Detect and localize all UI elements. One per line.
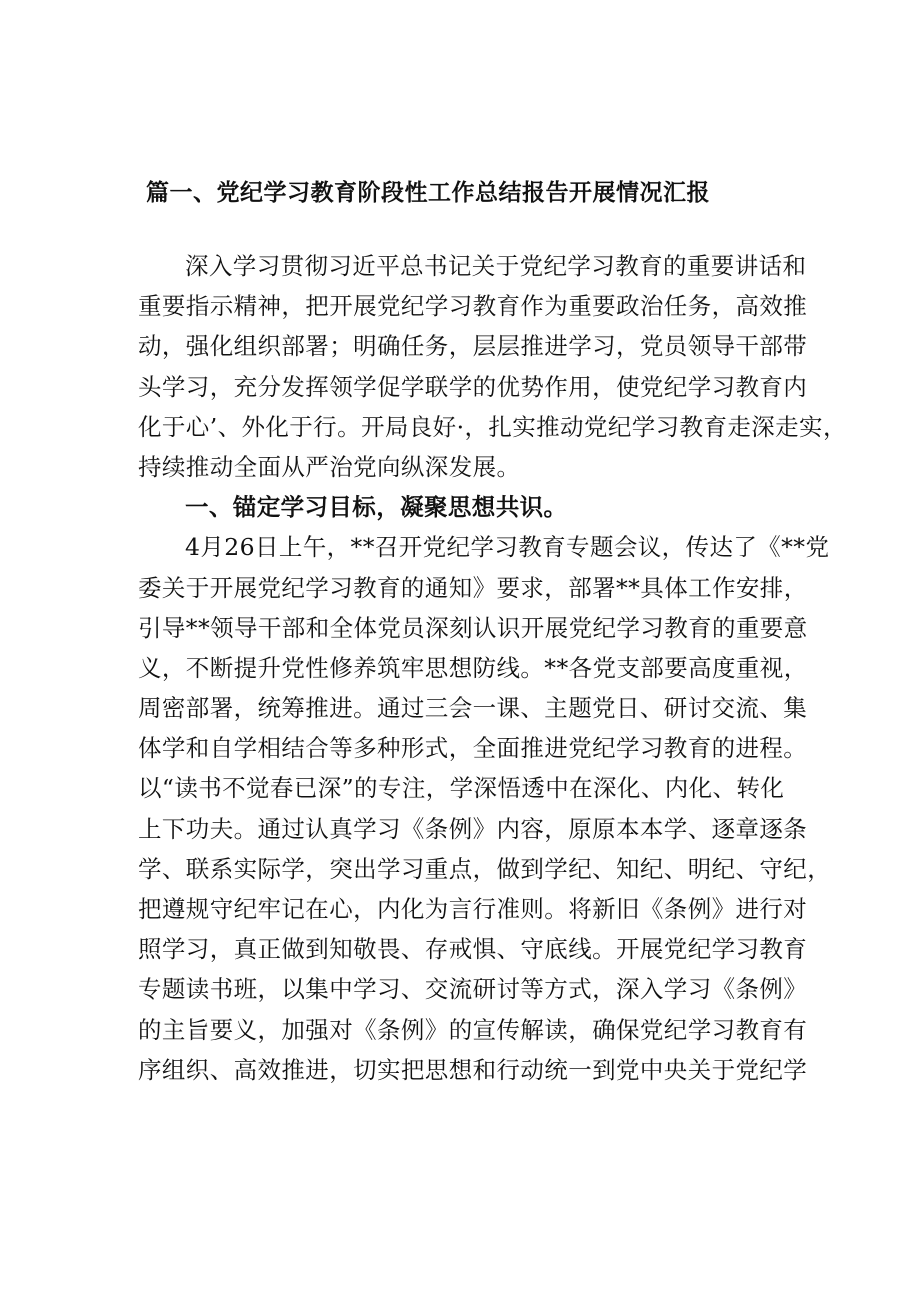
document-body (138, 246, 847, 1090)
paragraph-line: 序组织、高效推进，切实把思想和行动统一到党中央关于党纪学 (138, 1055, 808, 1084)
paragraph-line: 重要指示精神，把开展党纪学习教育作为重要政治任务，高效推 (138, 292, 808, 321)
section-heading: 一、锚定学习目标，凝聚思想共识。 (185, 493, 568, 522)
paragraph-line: 头学习，充分发挥领学促学联学的优势作用，使党纪学习教育内 (138, 372, 808, 401)
paragraph-line: 把遵规守纪牢记在心，内化为言行准则。将新旧《条例》进行对 (138, 895, 808, 923)
paragraph-line: 化于心’、外化于行。开局良好·，扎实推动党纪学习教育走深走实， (138, 412, 847, 441)
paragraph-line: 周密部署，统筹推进。通过三会一课、主题党日、研讨交流、集 (138, 694, 808, 723)
paragraph-line: 义，不断提升党性修养筑牢思想防线。**各党支部要高度重视， (138, 653, 808, 682)
document-title: 篇一、党纪学习教育阶段性工作总结报告开展情况汇报 (146, 180, 710, 206)
paragraph-line: 学、联系实际学，突出学习重点，做到学纪、知纪、明纪、守纪， (138, 854, 832, 883)
paragraph-line: 动，强化组织部署；明确任务，层层推进学习，党员领导干部带 (138, 332, 808, 361)
paragraph-line: 4月26日上午，**召开党纪学习教育专题会议，传达了《**党 (185, 533, 830, 562)
paragraph-line: 体学和自学相结合等多种形式，全面推进党纪学习教育的进程。 (138, 734, 808, 763)
paragraph-line: 深入学习贯彻习近平总书记关于党纪学习教育的重要讲话和 (185, 252, 807, 280)
paragraph-line: 委关于开展党纪学习教育的通知》要求，部署**具体工作安排， (138, 573, 808, 602)
paragraph-line: 持续推动全面从严治党向纵深发展。 (138, 452, 521, 481)
paragraph-line: 引导**领导干部和全体党员深刻认识开展党纪学习教育的重要意 (138, 613, 808, 642)
paragraph-line: 的主旨要义，加强对《条例》的宣传解读，确保党纪学习教育有 (138, 1015, 808, 1044)
paragraph-line: 上下功夫。通过认真学习《条例》内容，原原本本学、逐章逐条 (138, 814, 808, 843)
paragraph-line: 以“读书不觉春已深”的专注，学深悟透中在深化、内化、转化 (138, 774, 785, 803)
paragraph-line: 专题读书班，以集中学习、交流研讨等方式，深入学习《条例》 (138, 975, 808, 1004)
paragraph-line: 照学习，真正做到知敬畏、存戒惧、守底线。开展党纪学习教育 (138, 935, 808, 964)
